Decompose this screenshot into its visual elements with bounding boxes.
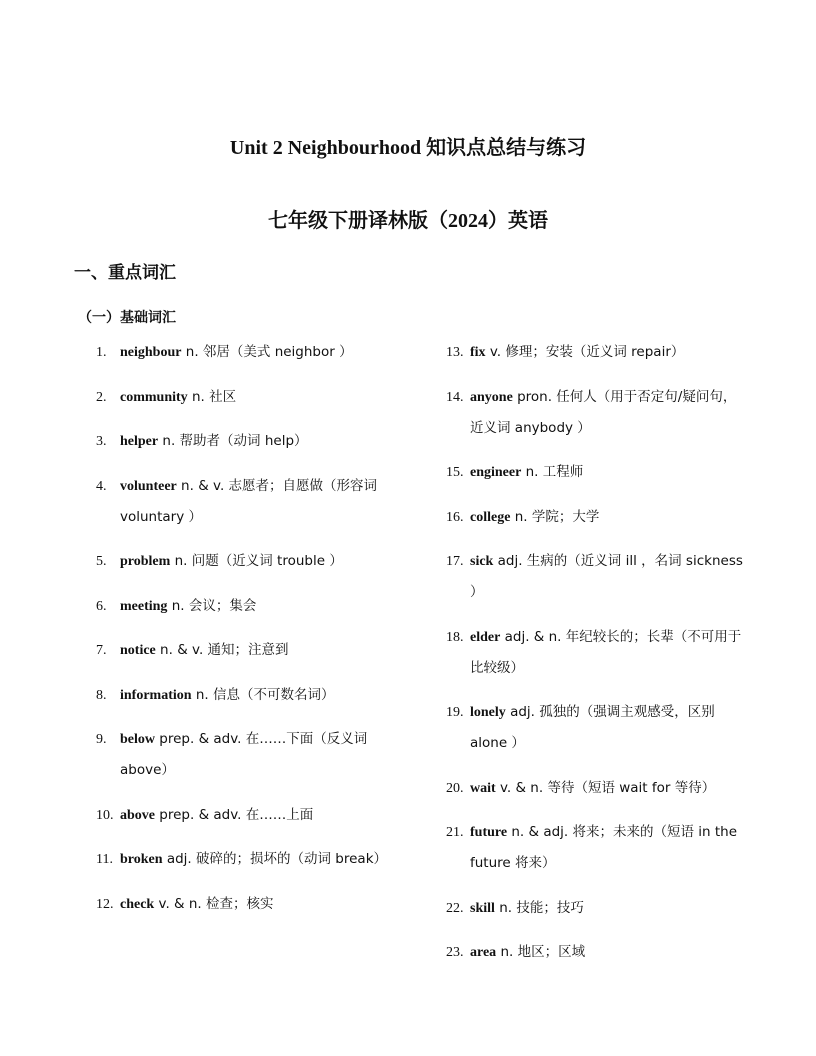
- vocab-word: elder: [470, 629, 501, 645]
- vocab-word: problem: [120, 554, 171, 569]
- document-subtitle: 七年级下册译林版（2024）英语: [268, 210, 548, 232]
- vocab-word: wait: [470, 780, 496, 796]
- vocab-word: community: [120, 389, 188, 405]
- vocab-word: information: [120, 687, 192, 703]
- vocab-word: lonely: [470, 705, 506, 720]
- vocab-item: [446, 773, 746, 804]
- vocab-number: 22.: [446, 900, 464, 916]
- document-title: Unit 2 Neighbourhood 知识点总结与练习: [229, 137, 587, 159]
- vocab-word: anyone: [470, 389, 513, 405]
- vocab-item: [96, 426, 416, 457]
- vocab-item: [446, 546, 746, 608]
- vocab-definition: n. & v. 志愿者；自愿做（形容词 voluntary ）: [120, 477, 378, 525]
- vocab-word: notice: [120, 643, 156, 658]
- vocab-number: 7.: [96, 643, 107, 658]
- vocab-definition: n. 帮助者（动词 help）: [158, 433, 308, 449]
- vocab-number: 11.: [96, 852, 113, 867]
- vocab-item: [446, 937, 746, 968]
- vocab-item: [96, 680, 416, 711]
- vocab-definition: n. 学院；大学: [510, 508, 600, 525]
- vocab-definition: n. 社区: [187, 388, 237, 405]
- vocab-item: [96, 800, 416, 831]
- vocab-item: [446, 893, 746, 924]
- vocab-number: 16.: [446, 509, 464, 525]
- vocab-number: 21.: [446, 825, 464, 840]
- vocab-definition: n. 问题（近义词 trouble ）: [170, 553, 343, 569]
- vocab-number: 15.: [446, 465, 464, 480]
- vocab-word: fix: [470, 345, 486, 360]
- vocab-definition: adj. & n. 年纪较长的；长辈（不可用于比较级）: [470, 628, 742, 676]
- vocab-number: 9.: [96, 732, 107, 747]
- vocab-number: 18.: [446, 629, 464, 645]
- vocab-item: [446, 817, 746, 879]
- vocab-number: 13.: [446, 345, 464, 360]
- vocab-number: 14.: [446, 389, 464, 405]
- vocab-item: [96, 591, 416, 622]
- vocab-word: neighbour: [120, 345, 182, 360]
- vocab-definition: n. 地区；区域: [496, 944, 586, 960]
- vocab-definition: v. 修理；安装（近义词 repair）: [485, 344, 685, 360]
- vocab-item: [96, 844, 416, 875]
- vocab-item: [96, 724, 416, 786]
- vocab-word: future: [470, 825, 508, 840]
- vocab-item: [446, 502, 746, 533]
- section-heading: 一、重点词汇: [74, 263, 176, 283]
- vocab-number: 1.: [96, 345, 107, 360]
- vocab-item: [96, 546, 416, 577]
- vocab-number: 12.: [96, 896, 114, 912]
- vocab-number: 20.: [446, 780, 464, 796]
- vocab-word: area: [470, 945, 497, 960]
- vocab-definition: pron. 任何人（用于否定句/疑问句，近义词 anybody ）: [470, 388, 737, 436]
- vocab-definition: prep. & adv. 在……上面: [155, 806, 314, 823]
- vocab-item: [446, 457, 746, 488]
- vocab-definition: n. 会议；集会: [167, 597, 257, 614]
- vocab-definition: n. & v. 通知；注意到: [155, 642, 289, 658]
- vocab-number: 23.: [446, 945, 464, 960]
- vocab-definition: adj. 生病的（近义词 ill ，名词 sickness ）: [470, 553, 743, 600]
- vocab-item: [96, 337, 416, 368]
- vocab-number: 19.: [446, 705, 464, 720]
- vocab-number: 4.: [96, 478, 107, 494]
- vocab-column-right: [446, 337, 746, 982]
- vocab-definition: n. & adj. 将来；未来的（短语 in the future 将来）: [470, 824, 738, 871]
- vocab-word: helper: [120, 434, 159, 449]
- vocab-word: sick: [470, 554, 494, 569]
- vocab-item: [446, 337, 746, 368]
- vocab-word: below: [120, 732, 155, 747]
- vocab-definition: v. & n. 等待（短语 wait for 等待）: [495, 779, 716, 796]
- vocab-number: 10.: [96, 807, 114, 823]
- vocab-word: college: [470, 509, 511, 525]
- vocab-definition: v. & n. 检查；核实: [154, 895, 274, 912]
- subsection-heading: （一）基础词汇: [78, 310, 176, 326]
- vocab-number: 6.: [96, 598, 107, 614]
- vocab-number: 2.: [96, 389, 107, 405]
- vocab-word: meeting: [120, 598, 168, 614]
- vocab-word: above: [120, 807, 155, 823]
- vocab-item: [446, 697, 746, 759]
- vocab-definition: n. 工程师: [521, 464, 584, 480]
- vocab-definition: prep. & adv. 在……下面（反义词 above）: [120, 731, 368, 778]
- vocab-word: check: [120, 896, 155, 912]
- vocab-word: skill: [470, 900, 495, 916]
- vocab-number: 5.: [96, 554, 107, 569]
- vocab-number: 8.: [96, 687, 107, 703]
- vocab-definition: n. 邻居（美式 neighbor ）: [181, 344, 353, 360]
- vocab-item: [96, 635, 416, 666]
- vocab-number: 17.: [446, 554, 464, 569]
- vocab-number: 3.: [96, 434, 107, 449]
- vocab-item: [96, 382, 416, 413]
- vocab-column-left: [96, 337, 416, 933]
- vocab-word: broken: [120, 852, 163, 867]
- vocab-word: volunteer: [120, 478, 177, 494]
- vocab-word: engineer: [470, 465, 522, 480]
- vocab-item: [96, 471, 416, 533]
- vocab-definition: n. 技能；技巧: [494, 899, 584, 916]
- vocab-item: [446, 622, 746, 684]
- vocab-definition: adj. 破碎的；损坏的（动词 break）: [162, 851, 388, 867]
- vocab-definition: adj. 孤独的（强调主观感受，区别 alone ）: [470, 704, 715, 751]
- vocab-item: [446, 382, 746, 444]
- vocab-definition: n. 信息（不可数名词）: [191, 686, 335, 703]
- vocab-item: [96, 889, 416, 920]
